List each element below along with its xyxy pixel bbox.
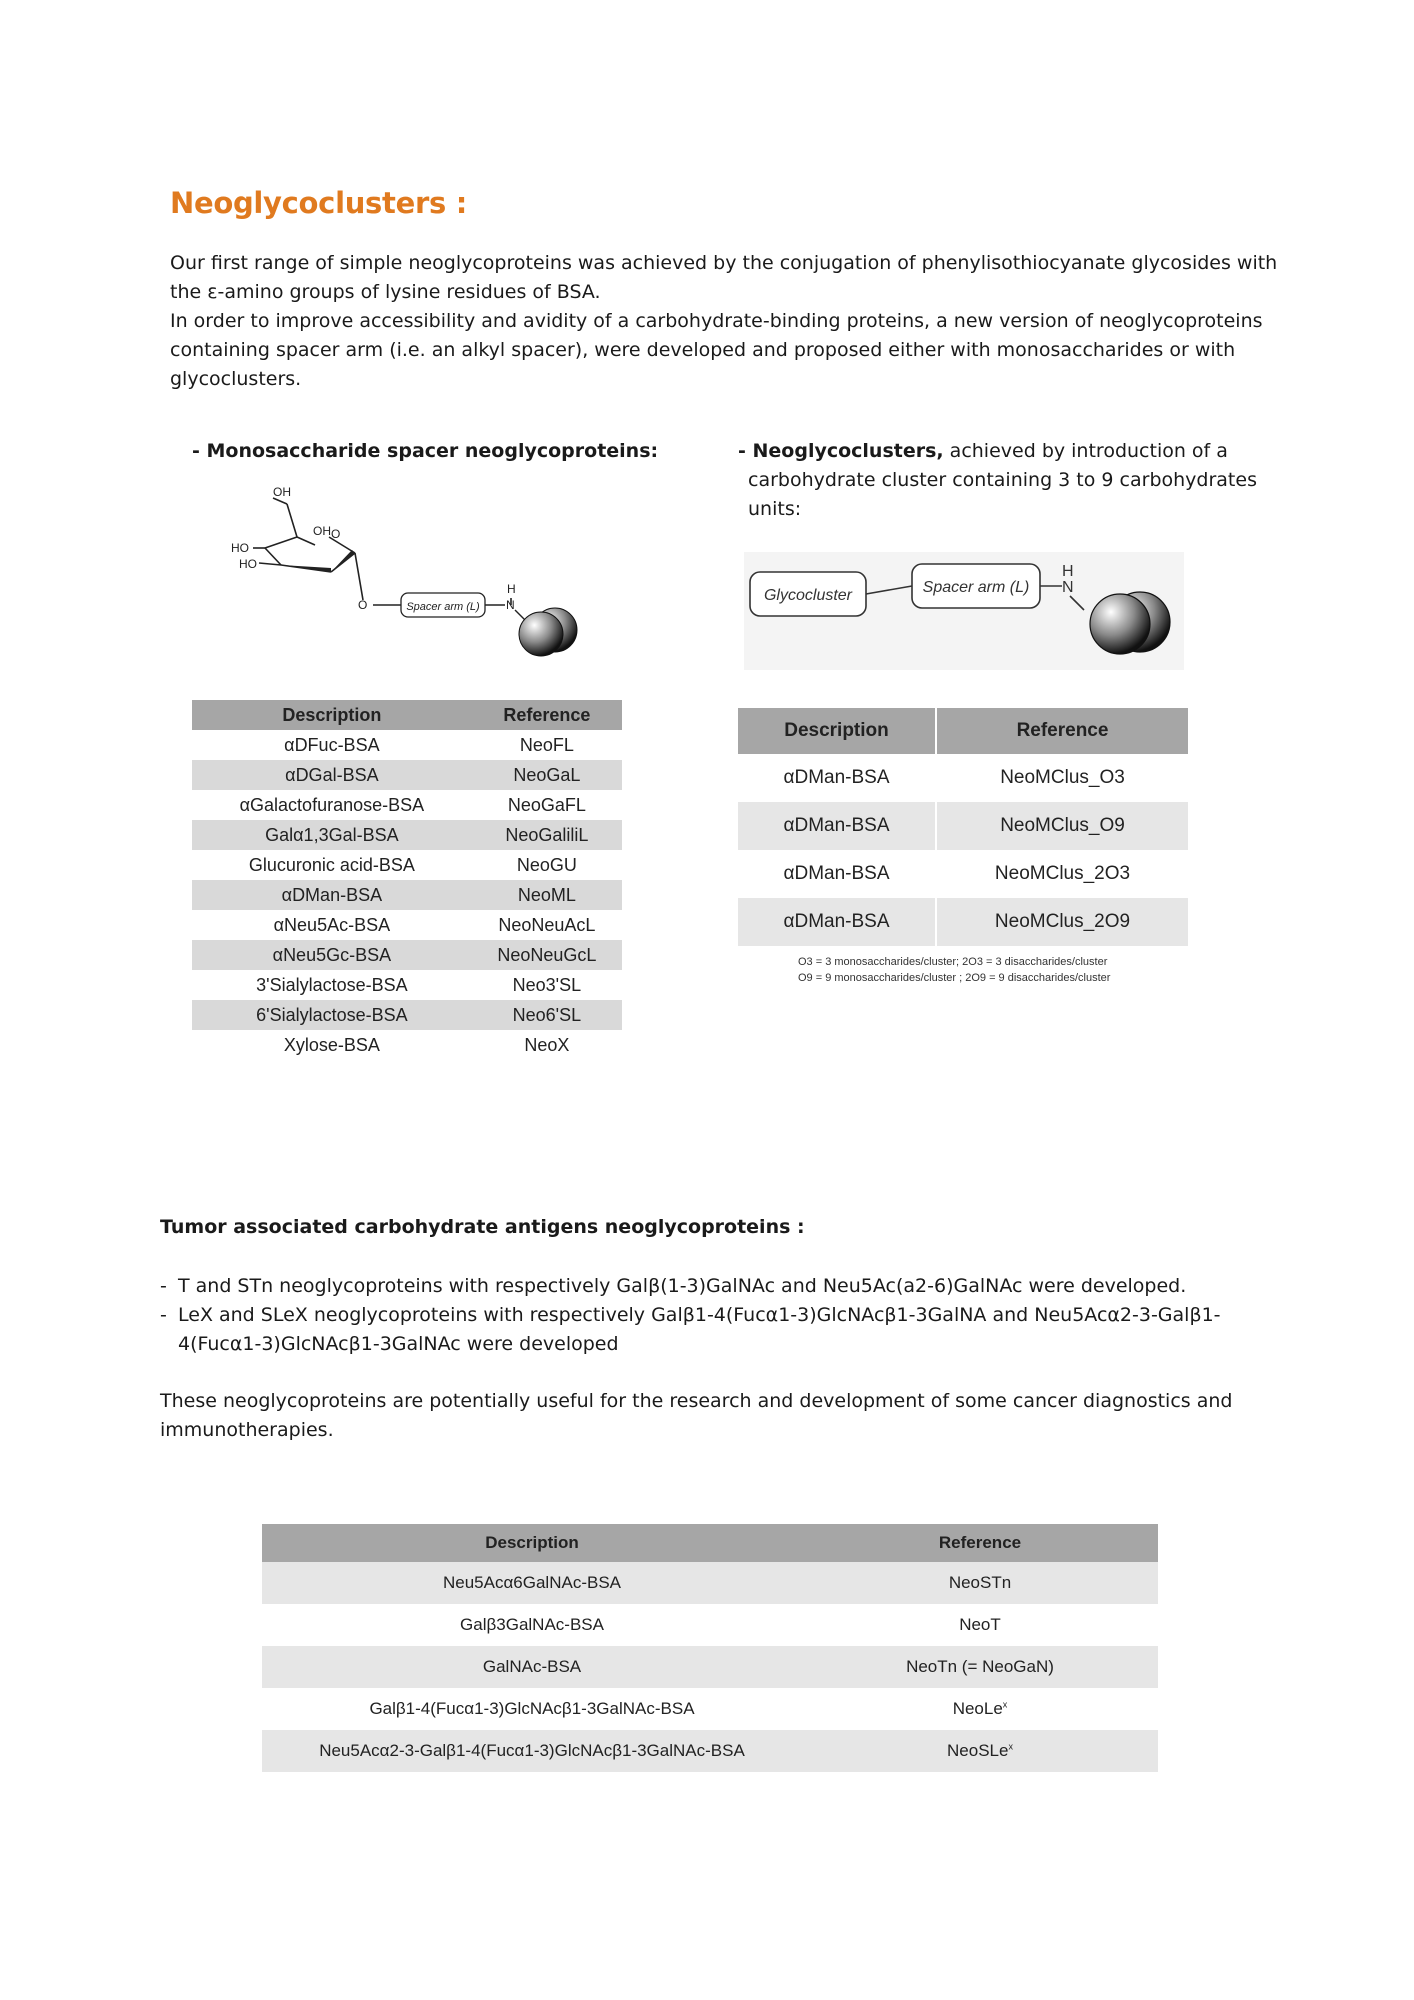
- table-cell: αNeu5Gc-BSA: [192, 940, 472, 970]
- intro-paragraph-1: Our first range of simple neoglycoproteins was achieved by the conjugation of phenylisothiocyanate glycosides with the ε-amino groups of lysine residues of BSA.: [170, 252, 1278, 303]
- table-row: [192, 820, 622, 850]
- label-oh-ring: OH: [313, 524, 331, 538]
- list-item: - LeX and SLeX neoglycoproteins with respectively Galβ1-4(Fucα1-3)GlcNAcβ1-3GalNA and Neu5Acα2-3-Galβ1-4(Fucα1-3)GlcNAcβ1-3GalNAc were developed: [160, 1304, 1221, 1355]
- table-cell: NeoX: [524, 1034, 570, 1055]
- label-n: N: [1062, 579, 1074, 596]
- table-cell: NeoGaliliL: [472, 820, 622, 850]
- table-row: [192, 1000, 622, 1030]
- table-cell: Neu5Acα2-3-Galβ1-4(Fucα1-3)GlcNAcβ1-3GalNAc-BSA: [262, 1730, 802, 1772]
- table-row: [738, 802, 1188, 850]
- table-row: [738, 898, 1188, 946]
- table-cell: NeoNeuAcL: [498, 914, 596, 935]
- label-h: H: [507, 582, 516, 596]
- reference-text: NeoLe: [952, 1699, 1003, 1718]
- glycocluster-diagram: [744, 552, 1184, 670]
- table-row: [192, 850, 622, 880]
- table-row: [262, 1730, 1158, 1772]
- table-cell: NeoGU: [516, 854, 577, 875]
- table-row: [192, 730, 622, 760]
- table-row: [192, 760, 622, 790]
- table-row: [262, 1604, 1158, 1646]
- table-cell: 3'Sialylactose-BSA: [256, 974, 408, 995]
- neoglycoclusters-heading-text: achieved by introduction of a: [943, 440, 1228, 462]
- table-cell: [802, 1688, 1158, 1730]
- table-cell: αDMan-BSA: [738, 850, 936, 898]
- table-cell: Glucuronic acid-BSA: [248, 854, 415, 875]
- table-row: [192, 1030, 622, 1060]
- table-cell: αDGal-BSA: [192, 760, 472, 790]
- label-ho-2: HO: [239, 557, 257, 571]
- table-row: [192, 910, 622, 940]
- tumor-closing-text: These neoglycoproteins are potentially useful for the research and development of some cancer diagnostics and immunotherapies.: [160, 1390, 1233, 1441]
- footnote-line-2: O9 = 9 monosaccharides/cluster ; 2O9 = 9 disaccharides/cluster: [798, 972, 1111, 984]
- table-row: [192, 880, 622, 910]
- table-cell: αGalactofuranose-BSA: [239, 794, 425, 815]
- table-header: Description: [262, 1524, 802, 1562]
- label-h: H: [1062, 563, 1074, 580]
- table-cell: 6'Sialylactose-BSA: [192, 1000, 472, 1030]
- table-header: Reference: [802, 1524, 1158, 1562]
- table-row: [262, 1646, 1158, 1688]
- label-ring-o: O: [331, 527, 341, 541]
- table-cell: NeoGaL: [472, 760, 622, 790]
- label-ho-1: HO: [231, 541, 249, 555]
- table-row: [192, 970, 622, 1000]
- table-cell: NeoMClus_O9: [936, 802, 1188, 850]
- monosaccharide-table: [192, 700, 622, 1060]
- table-row: [192, 940, 622, 970]
- table-cell: Neu5Acα6GalNAc-BSA: [262, 1562, 802, 1604]
- neoglycoclusters-heading-line2: carbohydrate cluster containing 3 to 9 carbohydrates: [748, 469, 1257, 491]
- label-o-linker: O: [358, 598, 368, 612]
- spacer-arm-label: Spacer arm (L): [406, 601, 480, 613]
- list-item-text: LeX and SLeX neoglycoproteins with respectively Galβ1-4(Fucα1-3)GlcNAcβ1-3GalNA and Neu5Acα2-3-Galβ1-4(Fucα1-3)GlcNAcβ1-3GalNAc were developed: [178, 1304, 1221, 1355]
- table-cell: NeoMClus_2O3: [994, 863, 1131, 884]
- sugar-ring: [253, 498, 511, 605]
- cluster-footnote: [798, 954, 1110, 986]
- table-cell: NeoSTn: [802, 1562, 1158, 1604]
- table-cell: NeoT: [959, 1615, 1001, 1634]
- table-cell: NeoML: [472, 880, 622, 910]
- tumor-section-heading: Tumor associated carbohydrate antigens neoglycoproteins :: [160, 1216, 805, 1238]
- table-row: [192, 790, 622, 820]
- table-cell: Xylose-BSA: [283, 1034, 380, 1055]
- page-title: Neoglycoclusters :: [170, 186, 468, 220]
- neoglycoclusters-heading-bold: - Neoglycoclusters,: [738, 440, 944, 462]
- protein-sphere-front: [1090, 594, 1150, 654]
- table-header: Description: [192, 700, 472, 730]
- monosaccharide-structure-diagram: [215, 480, 595, 670]
- list-item-text: T and STn neoglycoproteins with respectively Galβ(1-3)GalNAc and Neu5Ac(a2-6)GalNAc were developed.: [178, 1275, 1187, 1297]
- table-cell: Neo6'SL: [472, 1000, 622, 1030]
- spacer-arm-label: Spacer arm (L): [922, 579, 1030, 596]
- table-cell: [802, 1730, 1158, 1772]
- table-cell: αDMan-BSA: [738, 898, 936, 946]
- neoglycocluster-table: [738, 708, 1188, 946]
- table-cell: Neo3'SL: [512, 974, 582, 995]
- wedge-bond: [331, 550, 355, 572]
- tumor-bullet-list: [160, 1272, 1290, 1359]
- list-item: - T and STn neoglycoproteins with respectively Galβ(1-3)GalNAc and Neu5Ac(a2-6)GalNAc were developed.: [160, 1275, 1187, 1297]
- table-cell: NeoMClus_O3: [1000, 767, 1125, 788]
- glycocluster-label: Glycocluster: [763, 587, 853, 604]
- monosaccharide-section-heading: - Monosaccharide spacer neoglycoproteins:: [192, 440, 659, 462]
- superscript: x: [1002, 1699, 1008, 1710]
- neoglycoclusters-section-heading: [738, 437, 1258, 524]
- table-cell: Galβ1-4(Fucα1-3)GlcNAcβ1-3GalNAc-BSA: [369, 1699, 695, 1718]
- label-oh-top: OH: [273, 485, 291, 499]
- table-cell: Galα1,3Gal-BSA: [192, 820, 472, 850]
- table-cell: αDMan-BSA: [738, 754, 936, 802]
- tumor-antigen-table: [262, 1524, 1158, 1772]
- intro-paragraph-2: In order to improve accessibility and avidity of a carbohydrate-binding proteins, a new version of neoglycoproteins containing spacer arm (i.e. an alkyl spacer), were developed and proposed either with monosaccharides or with glycoclusters.: [170, 310, 1263, 390]
- table-header: Reference: [472, 700, 622, 730]
- table-header: Description: [738, 708, 936, 754]
- table-cell: NeoNeuGcL: [472, 940, 622, 970]
- table-cell: αDMan-BSA: [192, 880, 472, 910]
- reference-text: NeoSLe: [947, 1741, 1009, 1760]
- table-header: Reference: [936, 708, 1188, 754]
- table-cell: αDMan-BSA: [738, 802, 936, 850]
- protein-sphere-front: [519, 612, 563, 656]
- table-cell: NeoMClus_2O9: [936, 898, 1188, 946]
- table-row: [262, 1562, 1158, 1604]
- superscript: x: [1008, 1741, 1013, 1752]
- table-cell: Galβ3GalNAc-BSA: [460, 1615, 604, 1634]
- footnote-line-1: O3 = 3 monosaccharides/cluster; 2O3 = 3 disaccharides/cluster: [798, 956, 1108, 968]
- intro-text: [170, 249, 1290, 394]
- table-row: [738, 850, 1188, 898]
- table-cell: NeoFL: [519, 734, 574, 755]
- table-cell: αNeu5Ac-BSA: [273, 914, 391, 935]
- table-row: [262, 1688, 1158, 1730]
- table-cell: GalNAc-BSA: [262, 1646, 802, 1688]
- table-cell: NeoTn (= NeoGaN): [802, 1646, 1158, 1688]
- table-cell: NeoGaFL: [507, 794, 586, 815]
- label-n: N: [506, 598, 515, 612]
- table-row: [738, 754, 1188, 802]
- neoglycoclusters-heading-line3: units:: [748, 498, 802, 520]
- table-cell: αDFuc-BSA: [284, 734, 380, 755]
